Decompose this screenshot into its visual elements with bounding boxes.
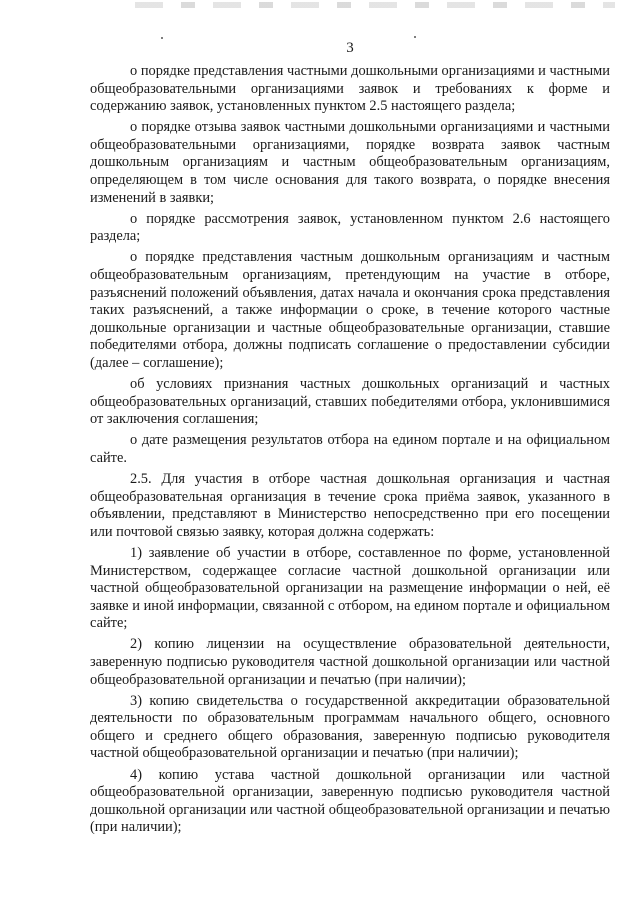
scan-speck [161, 37, 163, 39]
list-item-1-application-statement: 1) заявление об участии в отборе, составленное по форме, установленной Министерством, содержащее согласие частной дошкольной организации или частной общеобразовательной организации на размещение информации о ней, её заявке и иной информации, связанной с отбором, на едином портале и официальном сайте; [90, 544, 610, 632]
scan-speck [414, 36, 416, 38]
list-item-4-charter-copy: 4) копию устава частной дошкольной организации или частной общеобразовательной организации, заверенную подписью руководителя частной дошкольной организации или частной общеобразовательной организации и печатью (при наличии); [90, 766, 610, 836]
paragraph-results-publication-date: о дате размещения результатов отбора на едином портале и на официальном сайте. [90, 432, 610, 466]
paragraph-clarifications-order: о порядке представления частным дошкольным организациям и частным общеобразовательным организациям, претендующим на участие в отборе, разъяснений положений объявления, датах начала и окончания срока представления таких разъяснений, а также информации о сроке, в течение которого частные дошкольные организации и частные общеобразовательные организации, ставшие победителями отбора, должны подписать соглашение о предоставлении субсидии (далее – соглашение); [90, 249, 610, 371]
paragraph-evasion-conditions: об условиях признания частных дошкольных организаций и частных общеобразовательных организаций, ставших победителями отбора, уклонившимися от заключения соглашения; [90, 376, 610, 428]
paragraph-applications-review-order: о порядке рассмотрения заявок, установленном пунктом 2.6 настоящего раздела; [90, 210, 610, 245]
scan-artifact-strip [135, 2, 615, 8]
page-number: 3 [346, 40, 354, 56]
list-item-3-accreditation-copy: 3) копию свидетельства о государственной аккредитации образовательной деятельности по образовательным программам начального общего, основного общего и среднего общего образования, заверенную подписью руководителя частной общеобразовательной организации и печатью (при наличии); [90, 692, 610, 762]
paragraph-applications-withdrawal-order: о порядке отзыва заявок частными дошкольными организациями и частными общеобразовательными организациями, порядке возврата заявок частным дошкольным организациям и частным общеобразовательным организациям, определяющем в том числе основания для такого возврата, о порядке внесения изменений в заявки; [90, 119, 610, 206]
document-body [90, 63, 610, 840]
paragraph-applications-submission-order: о порядке представления частными дошкольными организациями и частными общеобразовательными организациями заявок и требованиях к форме и содержанию заявок, установленных пунктом 2.5 настоящего раздела; [90, 63, 610, 115]
list-item-2-license-copy: 2) копию лицензии на осуществление образовательной деятельности, заверенную подписью руководителя частной дошкольной организации или частной общеобразовательной организации и печатью (при наличии); [90, 636, 610, 688]
paragraph-section-2-5: 2.5. Для участия в отборе частная дошкольная организация и частная общеобразовательная организация в течение срока приёма заявок, указанного в объявлении, представляют в Министерство непосредственно при его посещении или почтовой связью заявку, которая должна содержать: [90, 471, 610, 540]
